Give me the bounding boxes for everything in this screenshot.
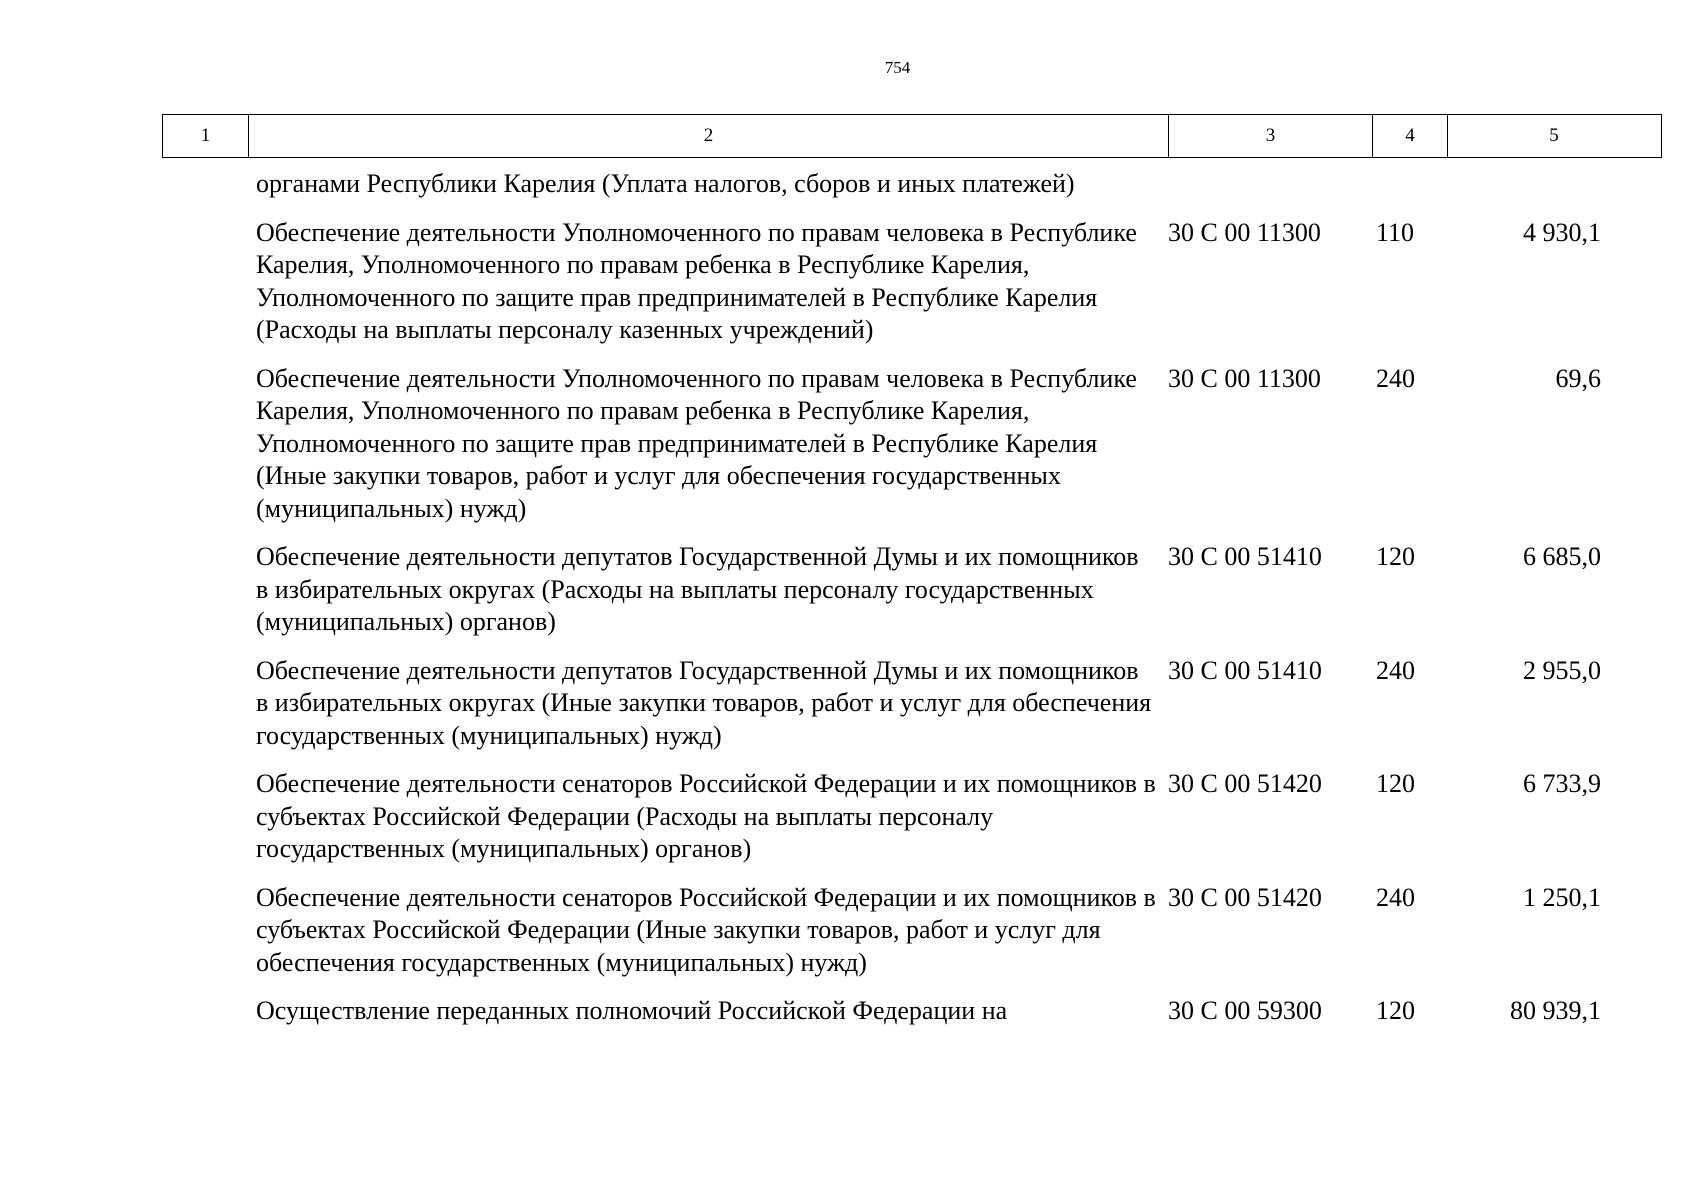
row-amount: 6 733,9 [1523,769,1601,798]
row-amount: 2 955,0 [1523,655,1601,685]
row-code: 30 С 00 51420 [1168,882,1322,912]
table-row [0,541,1697,639]
table-row [0,882,1697,980]
row-description: Обеспечение деятельности депутатов Государственной Думы и их помощников в избирательных округах (Расходы на выплаты персоналу государственных (муниципальных) органов) [256,542,1139,636]
table-row [0,168,1697,201]
row-amount: 80 939,1 [1510,996,1601,1025]
row-code: 30 С 00 59300 [1168,996,1322,1025]
table-row [0,363,1697,526]
row-code: 30 С 00 51410 [1168,655,1322,685]
row-code: 30 С 00 11300 [1168,363,1321,393]
table-header [162,114,1662,158]
row-type: 120 [1376,996,1415,1025]
row-description: Обеспечение деятельности Уполномоченного по правам человека в Республике Карелия, Уполномоченного по правам ребенка в Республике Карелия, Уполномоченного по защите прав предпринимателей в Республике Карелия (Иные закупки товаров, работ и услуг для обеспечения государственных (муниципальных) нужд) [256,363,1137,523]
row-description: Осуществление переданных полномочий Российской Федерации на [256,996,1008,1025]
header-col-1: 1 [163,115,249,157]
table-row [0,655,1697,753]
row-amount: 6 685,0 [1523,542,1601,571]
row-type: 240 [1376,655,1415,685]
row-code: 30 С 00 11300 [1168,217,1321,247]
row-amount: 1 250,1 [1523,882,1601,912]
table-body [0,168,1697,1044]
row-description: Обеспечение деятельности Уполномоченного по правам человека в Республике Карелия, Уполномоченного по правам ребенка в Республике Карелия, Уполномоченного по защите прав предпринимателей в Республике Карелия (Расходы на выплаты персоналу казенных учреждений) [256,217,1137,344]
header-col-4: 4 [1373,115,1448,157]
row-description: Обеспечение деятельности депутатов Государственной Думы и их помощников в избирательных округах (Иные закупки товаров, работ и услуг для обеспечения государственных (муниципальных) нужд) [256,655,1152,750]
row-type: 110 [1376,217,1415,247]
row-amount: 69,6 [1555,363,1601,393]
header-col-5: 5 [1549,125,1559,146]
table-row [0,217,1697,347]
row-code: 30 С 00 51420 [1168,769,1322,798]
table-row [0,768,1697,866]
header-col-2: 2 [249,115,1169,157]
row-type: 120 [1376,769,1415,798]
table-row [0,995,1697,1028]
row-amount: 4 930,1 [1523,217,1601,247]
header-col-3: 3 [1169,115,1373,157]
row-type: 240 [1376,363,1415,393]
row-description: Обеспечение деятельности сенаторов Российской Федерации и их помощников в субъектах Российской Федерации (Иные закупки товаров, работ и услуг для обеспечения государственных (муниципальных) нужд) [256,882,1156,977]
row-description: Обеспечение деятельности сенаторов Российской Федерации и их помощников в субъектах Российской Федерации (Расходы на выплаты персоналу государственных (муниципальных) органов) [256,769,1156,863]
row-type: 120 [1376,542,1415,571]
row-code: 30 С 00 51410 [1168,542,1322,571]
row-description: органами Республики Карелия (Уплата налогов, сборов и иных платежей) [256,169,1075,198]
page-number: 754 [884,58,911,77]
row-type: 240 [1376,882,1415,912]
